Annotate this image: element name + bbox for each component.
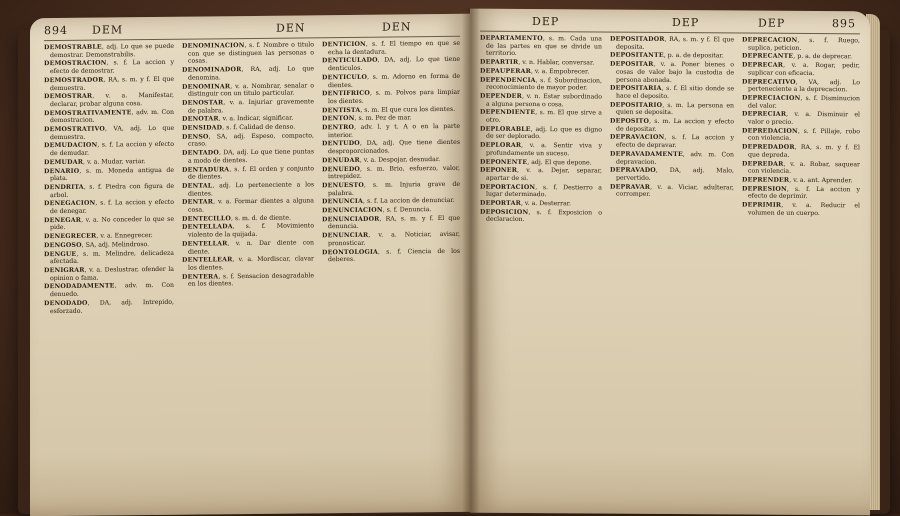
entry-headword: DENIGRAR [44,266,85,275]
right-page [470,9,870,516]
dictionary-entry: DEPOSICION, s. f. Exposicion o declaracion. [480,208,602,224]
entry-headword: DEPRENDER [742,176,790,184]
dictionary-entry: DENARIO, s. m. Moneda antigua de plata. [44,166,174,183]
dictionary-entry: DENTRO, adv. l. y t. A o en la parte interior. [322,122,460,139]
entry-headword: DEMOSTRATIVAMENTE [44,108,132,117]
dictionary-entry: DEPRAVADO, DA, adj. Malo, pervertido. [610,166,734,182]
entry-headword: DENSO [182,133,209,141]
dictionary-entry: DEPRECIACION, s. f. Disminucion del valor. [742,94,860,110]
entry-headword: DEMOSTRADOR [44,76,104,84]
entry-headword: DENUNCIA [322,198,364,206]
dictionary-entry: DENEGRECER, v. a. Ennegrecer. [44,232,153,241]
left-page [30,14,470,516]
dictionary-entry: DEMOSTRAR, v. a. Manifestar, declarar, probar alguna cosa. [44,92,174,109]
right-guide-word-2: DEP [672,16,700,30]
dictionary-entry: DEMUDAR, v. a. Mudar, variar. [44,157,146,167]
entry-headword: DEPRAVADAMENTE [610,150,683,158]
entry-headword: DEPOSITADOR [610,35,665,43]
dictionary-entry: DEPAUPERAR, v. a. Empobrecer. [480,67,590,76]
entry-headword: DEPOSITO [610,117,650,125]
entry-headword: DEMUDACION [44,142,98,150]
entry-headword: DEPARTIR [480,58,519,67]
entry-headword: DEPRECAR [742,61,784,69]
dictionary-entry: DEPARTIR, v. n. Hablar, conversar. [480,58,595,67]
entry-headword: DENUEDO [322,165,361,173]
entry-headword: DENEGRECER [44,232,97,241]
entry-headword: DENTELLADA [182,223,233,232]
entry-headword: DEPLORAR [480,141,522,150]
entry-headword: DEPRECATIVO [742,78,796,86]
dictionary-entry: DEPRESION, s. f. La accion y efecto de deprimir. [742,185,860,201]
entry-headword: DEPOSITARIO [610,101,663,109]
entry-headword: DENOSTAR [182,99,224,107]
dictionary-entry: DEPOSITARIO, s. m. La persona en quien se deposita. [610,101,734,117]
dictionary-entry: DEMOSTRACION, s. f. La accion y efecto de demostrar. [44,59,174,76]
entry-headword: DEPRAVACION [610,134,665,142]
dictionary-entry: DENTAR, v. a. Formar dientes a alguna cosa. [182,197,314,214]
dictionary-entry: DENSIDAD, s. f. Calidad de denso. [182,123,296,132]
entry-headword: DENOMINACION [182,42,245,50]
dictionary-entry: DEPRAVACION, s. f. La accion y efecto de depravar. [610,134,734,150]
entry-headword: DENDRITA [44,183,84,192]
dictionary-entry: DENTIFRICO, s. m. Polvos para limpiar los dientes. [322,89,460,106]
dictionary-entry: DENTON, s. m. Pez de mar. [322,114,412,123]
entry-headword: DEPOSITANTE [610,51,664,60]
entry-headword: DEONTOLOGIA [322,248,379,256]
dictionary-entry: DENOMINACION, s. f. Nombre o titulo con que se distinguen las personas o cosas. [182,41,314,66]
dictionary-entry: DENOMINADOR, RA, adj. Lo que denomina. [182,65,314,82]
dictionary-entry: DENUEDO, s. m. Brio, esfuerzo, valor, intrepidez. [322,164,460,181]
left-column-1 [44,43,174,510]
dictionary-entry: DEPREDADOR, RA, s. m. y f. El que depreda. [742,143,860,159]
dictionary-entry: DEPRENDER, v. a. ant. Aprender. [742,176,853,185]
entry-headword: DENOMINAR [182,82,231,91]
dictionary-entry: DEPENDIENTE, s. m. El que sirve a otro. [480,109,602,124]
dictionary-entry: DEPOSITARIA, s. f. El sitio donde se hace el deposito. [610,84,734,100]
dictionary-entry: DEPLORAR, v. a. Sentir viva y profundamente un suceso. [480,141,602,158]
entry-headword: DEPARTAMENTO [480,34,543,43]
dictionary-entry: DEPARTAMENTO, s. m. Cada una de las partes en que se divide un territorio. [480,34,602,58]
entry-headword: DENTADURA [182,165,230,174]
left-guide-word-3: DEN [382,20,412,34]
entry-headword: DENTAL [182,182,213,190]
entry-headword: DEMOSTRAR [44,92,93,101]
entry-headword: DENTICULADO [322,57,378,65]
entry-headword: DENTON [322,115,355,123]
dictionary-entry: DEPENDER, v. n. Estar subordinado a alguna persona o cosa. [480,92,602,108]
dictionary-entry: DEPORTAR, v. a. Desterrar. [480,199,572,208]
entry-headword: DEPOSICION [480,208,529,216]
dictionary-entry: DENSO, SA, adj. Espeso, compacto, craso. [182,132,314,149]
dictionary-entry: DEPENDENCIA, s. f. Subordinacion, reconocimiento de mayor poder. [480,76,602,92]
entry-headword: DENARIO [44,167,80,175]
entry-headword: DENUNCIAR [322,231,369,240]
dictionary-entry: DEPREDACION, s. f. Pillaje, robo con violencia. [742,127,860,143]
entry-headword: DENTADO [182,149,219,157]
entry-headword: DEPRESION [742,185,787,193]
dictionary-entry: DENTICULO, s. m. Adorno en forma de dientes. [322,72,460,89]
right-page-number: 895 [832,17,856,31]
dictionary-entry: DENOSTAR, v. a. Injuriar gravemente de palabra. [182,98,314,115]
dictionary-entry: DENGUE, s. m. Melindre, delicadeza afectada. [44,249,174,266]
dictionary-entry: DEPLORABLE, adj. Lo que es digno de ser deplorado. [480,125,602,141]
entry-headword: DEPENDIENTE [480,109,536,117]
entry-headword: DENTELLAR [182,240,228,248]
dictionary-entry: DENUNCIA, s. f. La accion de denunciar. [322,197,455,206]
entry-headword: DENOTAR [182,115,219,124]
dictionary-entry: DENDRITA, s. f. Piedra con figura de arbol. [44,182,174,199]
entry-headword: DENTELLEAR [182,256,233,264]
entry-headword: DEMOSTRACION [44,59,107,68]
dictionary-entry: DENTISTA, s. m. El que cura los dientes. [322,105,456,114]
entry-headword: DENTIFRICO [322,89,370,98]
dictionary-entry: DEMUDACION, s. f. La accion y efecto de demudar. [44,141,174,158]
right-guide-word-3: DEP [758,16,786,30]
dictionary-entry: DEPOSITO, s. m. La accion y efecto de depositar. [610,117,734,133]
entry-headword: DEPOSITARIA [610,84,662,93]
left-column-3 [322,40,460,507]
entry-headword: DEMOSTRABLE [44,43,102,52]
dictionary-entry: DEMOSTRATIVAMENTE, adv. m. Con demostracion. [44,108,174,125]
entry-headword: DEPRAVAR [610,183,651,191]
dictionary-entry: DENODADO, DA, adj. Intrepido, esforzado. [44,298,174,315]
entry-headword: DENSIDAD [182,124,223,132]
right-column-3 [742,37,860,510]
dictionary-entry: DENTAL, adj. Lo perteneciente a los dientes. [182,181,314,198]
entry-headword: DEPAUPERAR [480,67,531,75]
entry-headword: DEPOSITAR [610,60,654,68]
dictionary-entry: DEPOSITANTE, p. a. de depositar. [610,51,724,60]
entry-headword: DEPORTAR [480,199,521,208]
entry-headword: DEPREDACION [742,127,798,135]
dictionary-entry: DENTELLAR, v. n. Dar diente con diente. [182,239,314,256]
dictionary-entry: DENEGACION, s. f. La accion y efecto de denegar. [44,199,174,216]
entry-headword: DEPRECIACION [742,94,801,102]
right-guide-word-1: DEP [532,15,560,29]
entry-headword: DENTERA [182,273,219,281]
dictionary-entry: DENTERA, s. f. Sensacion desagradable en los dientes. [182,272,314,289]
dictionary-entry: DEPRIMIR, v. a. Reducir el volumen de un cuerpo. [742,201,860,217]
dictionary-entry: DEPRECIAR, v. a. Disminuir el valor o precio. [742,110,860,126]
dictionary-entry: DENUNCIAR, v. a. Noticiar, avisar, pronosticar. [322,230,460,248]
entry-headword: DENUNCIACION [322,206,383,215]
right-column-1 [480,35,602,508]
entry-headword: DEPONENTE [480,158,528,166]
dictionary-entry: DENUNCIADOR, RA, s. m. y f. El que denuncia. [322,214,460,231]
left-column-2 [182,41,314,508]
left-guide-word-1: DEM [92,23,124,37]
entry-headword: DEPREDADOR [742,143,795,152]
dictionary-entry: DEPRECANTE, p. a. de deprecar. [742,52,852,61]
dictionary-entry: DEPRECACION, s. f. Ruego, suplica, peticion. [742,36,860,52]
dictionary-entry: DENTELLADA, s. f. Movimiento violento de la quijada. [182,222,314,239]
dictionary-entry: DENTUDO, DA, adj. Que tiene dientes desproporcionados. [322,139,460,156]
dictionary-entry: DENEGAR, v. a. No conceder lo que se pide. [44,215,174,232]
entry-headword: DENODADO [44,299,88,307]
entry-headword: DENTRO [322,123,355,132]
entry-headword: DEMUDAR [44,158,84,167]
dictionary-entry: DEPOSITADOR, RA, s. m. y f. El que deposita. [610,35,734,51]
entry-headword: DEPRECACION [742,36,798,44]
dictionary-entry: DEPRAVADAMENTE, adv. m. Con depravacion. [610,150,734,166]
dictionary-entry: DENTELLEAR, v. a. Mordiscar, clavar los dientes. [182,255,314,272]
entry-headword: DENODADAMENTE [44,282,115,291]
dictionary-entry: DEMOSTRADOR, RA, s. m. y f. El que demuestra. [44,75,174,92]
dictionary-entry: DENUDAR, v. a. Despojar, desnudar. [322,155,441,165]
left-page-number: 894 [44,23,68,38]
entry-headword: DEMOSTRATIVO [44,125,105,134]
dictionary-entry: DENTICULADO, DA, adj. Lo que tiene denticulos. [322,56,460,73]
entry-headword: DEPENDER [480,92,522,100]
dictionary-entry: DENODADAMENTE, adv. m. Con denuedo. [44,282,174,299]
entry-headword: DEPORTACION [480,183,536,191]
entry-headword: DENEGACION [44,199,96,208]
entry-headword: DEPRECANTE [742,52,794,61]
dictionary-entry: DEPRECATIVO, VA, adj. Lo perteneciente a la deprecacion. [742,78,860,94]
dictionary-entry: DENOMINAR, v. a. Nombrar, senalar o distinguir con un titulo particular. [182,81,314,98]
entry-headword: DENTISTA [322,106,361,114]
dictionary-entry: DEONTOLOGIA, s. f. Ciencia de los deberes. [322,247,460,264]
dictionary-entry: DEPOSITAR, v. a. Poner bienes o cosas de valor bajo la custodia de persona abonada. [610,60,734,84]
dictionary-entry: DENTADURA, s. f. El orden y conjunto de dientes. [182,164,314,181]
entry-headword: DENUDAR [322,156,360,165]
entry-headword: DEPRIMIR [742,201,782,209]
entry-headword: DENGOSO [44,241,82,250]
entry-headword: DENOMINADOR [182,66,242,74]
entry-headword: DEPONER [480,166,518,175]
dictionary-entry: DENGOSO, SA, adj. Melindroso. [44,240,150,250]
dictionary-entry: DENTICION, s. f. El tiempo en que se echa la dentadura. [322,39,460,56]
entry-headword: DENUESTO [322,181,364,190]
entry-headword: DENTECILLO [182,214,231,223]
dictionary-entry: DEPREDAR, v. a. Robar, saquear con violencia. [742,160,860,176]
dictionary-entry: DEMOSTRATIVO, VA, adj. Lo que demuestra. [44,124,174,141]
dictionary-entry: DENOTAR, v. a. Indicar, significar. [182,114,294,124]
book-gutter [462,8,480,514]
dictionary-entry: DENUESTO, s. m. Injuria grave de palabra. [322,180,460,197]
dictionary-entry: DEMOSTRABLE, adj. Lo que se puede demostrar. Demonstrabilis. [44,42,174,59]
dictionary-entry: DEPONER, v. a. Dejar, separar, apartar de si. [480,166,602,182]
dictionary-entry: DENIGRAR, v. a. Deslustrar, ofender la opinion o fama. [44,265,174,282]
entry-headword: DENTAR [182,198,214,207]
dictionary-entry: DEPRECAR, v. a. Rogar, pedir, suplicar con eficacia. [742,61,860,77]
right-column-2 [610,36,734,509]
entry-headword: DENTUDO [322,140,360,148]
entry-headword: DENEGAR [44,216,82,224]
entry-headword: DEPRECIAR [742,110,787,119]
entry-headword: DEPENDENCIA [480,76,536,84]
entry-headword: DENTICULO [322,73,368,82]
dictionary-entry: DEPONENTE, adj. El que depone. [480,158,592,167]
entry-headword: DEPLORABLE [480,125,531,133]
entry-headword: DENUNCIADOR [322,215,380,224]
dictionary-entry: DENTECILLO, s. m. d. de diente. [182,214,291,223]
dictionary-entry: DENUNCIACION, s. f. Denuncia. [322,206,432,215]
entry-headword: DEPRAVADO [610,166,656,175]
dictionary-entry: DEPRAVAR, v. a. Viciar, adulterar, corromper. [610,183,734,199]
entry-headword: DENTICION [322,40,366,49]
dictionary-entry: DENTADO, DA, adj. Lo que tiene puntas a modo de dientes. [182,148,314,165]
entry-headword: DENGUE [44,250,77,258]
left-guide-word-2: DEN [276,21,306,35]
entry-headword: DEPREDAR [742,160,784,168]
dictionary-entry: DEPORTACION, s. f. Destierro a lugar determinado. [480,183,602,199]
